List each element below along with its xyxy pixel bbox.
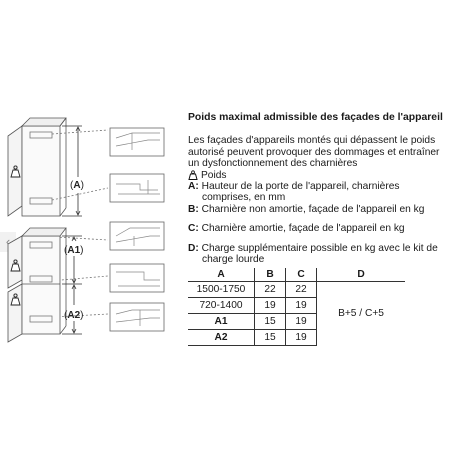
hinge-detail-boxes [110, 128, 164, 331]
label-a1: (A1) [64, 245, 84, 256]
table-header-row [188, 268, 405, 282]
section-title: Poids maximal admissible des façades de l'appareil [188, 112, 443, 123]
header-d: D [317, 268, 406, 282]
weight-icon [188, 170, 198, 180]
weight-table [188, 268, 405, 346]
header-b: B [255, 268, 286, 282]
header-a: A [188, 268, 255, 282]
legend-a: A: Hauteur de la porte de l'appareil, charnières [188, 181, 400, 193]
table-row: 720-1400 19 19 [188, 298, 405, 314]
label-a: (A) [70, 180, 84, 191]
legend: Poids A: Hauteur de la porte de l'appareil, charnières comprises, en mm B: Charnière non amortie, façade de l'appareil en kg C: Charnière amortie, façade de l'appareil en kg D: Charge supplémentaire possible en kg avec le kit de charge lourde [188, 170, 450, 266]
combi-appliance [8, 228, 66, 342]
hinge-details [116, 133, 160, 326]
legend-b: B: Charnière non amortie, façade de l'appareil en kg [188, 203, 425, 215]
label-a2: (A2) [64, 310, 84, 321]
specification-text [188, 112, 450, 265]
intro-paragraph: Les façades d'appareils montés qui dépassent le poids autorisé peuvent provoquer des dommages et entraîner un dysfonctionnement des charnières [188, 135, 440, 170]
dimension-a [62, 126, 82, 216]
table-row: A1 15 19 [188, 314, 405, 330]
table-row: 1500-1750 22 22 B+5 / C+5 [188, 282, 405, 298]
header-c: C [286, 268, 317, 282]
legend-c: C: Charnière amortie, façade de l'appareil en kg [188, 223, 405, 235]
legend-d: D: Charge supplémentaire possible en kg avec le kit de [188, 242, 438, 254]
previous-image-button[interactable]: ‹ [0, 232, 16, 252]
table-row: A2 15 19 [188, 330, 405, 346]
d-value: B+5 / C+5 [317, 282, 406, 346]
hinge-diagram [0, 0, 186, 452]
legend-poids: Poids [188, 170, 450, 181]
